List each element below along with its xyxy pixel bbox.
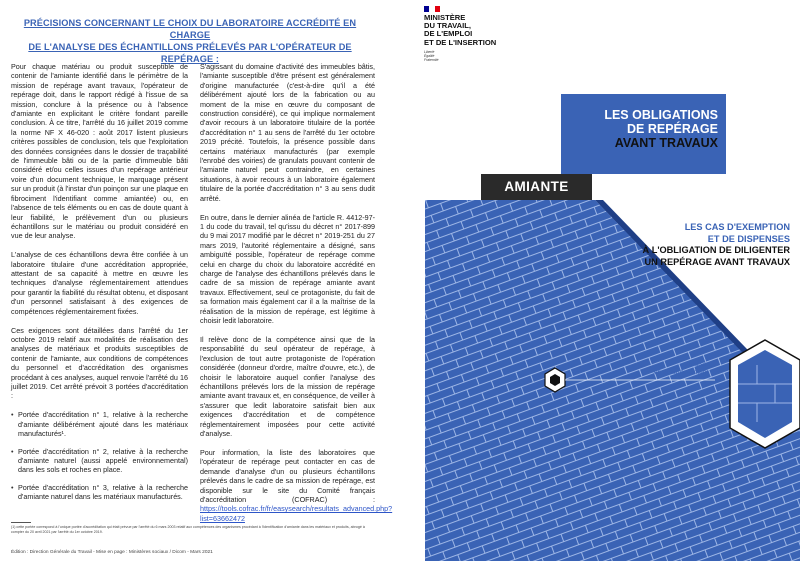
title-line-3: AVANT TRAVAUX xyxy=(614,136,718,150)
paragraph: S'agissant du domaine d'activité des immeubles bâtis, l'amiante susceptible d'être présent est généralement d'origine manufacturée (c'est-à-dire qu'il a été délibérément ajouté lors de la fabrication ou au moment de la mise en œuvre du composant de construction considéré), ce qui implique normalement d'avoir recours à un laboratoire titulaire de la portée d'accréditation n° 1 au sens de l'arrêté du 1er octobre 2019 précité. Toutefois, la présence possible dans certains matériaux manufacturés (par exemple l'enrobé des voiries) de granulats pouvant contenir de l'amiante naturel peut contraindre, en certaines situations, à avoir recours à un laboratoire également titulaire de la portée d'accréditation n° 3 au sens dudit arrêté. xyxy=(200,62,375,203)
cofrac-link[interactable]: https://tools.cofrac.fr/fr/easysearch/resultats_advanced.php?list=63662472 xyxy=(200,504,393,523)
heading-line-1: PRÉCISIONS CONCERNANT LE CHOIX DU LABORATOIRE ACCRÉDITÉ EN CHARGE xyxy=(23,18,357,40)
list-item: • Portée d'accréditation n° 1, relative à la recherche d'amiante délibérément ajouté dans les matériaux manufacturés¹. xyxy=(11,410,188,438)
ministry-name: MINISTÈRE DU TRAVAIL, DE L'EMPLOI ET DE L'INSERTION xyxy=(424,13,497,47)
subtitle-block xyxy=(550,222,790,268)
paragraph: Il relève donc de la compétence ainsi que de la responsabilité du seul opérateur de repérage, à l'exclusion de tout autre protagoniste de l'opération considérée (donneur d'ordre, maître d'ouvre, etc.), de choisir le laboratoire auquel confier l'analyse des échantillons prélevés lors de la mission de repérage amiante avant travaux et, en conséquence, de veiller à s'assurer que ledit laboratoire satisfait bien aux exigences d'accréditation et de compétence réglementairement imposées pour cette activité d'analyse. xyxy=(200,334,375,439)
subtitle-line-2: ET DE DISPENSES xyxy=(707,233,790,244)
paragraph: En outre, dans le dernier alinéa de l'article R. 4412-97-1 du code du travail, tel qu'issu du décret n° 2017-899 du 9 mai 2017 modifié par le décret n° 2019-251 du 27 mars 2019, l'autorité réglementaire a désigné, sans ambiguïté possible, l'opérateur de repérage comme celui en charge du choix du laboratoire accrédité en charge de l'analyse des échantillons prélevés dans le cadre de sa mission de repérage amiante avant travaux. Effectivement, seul ce protagoniste, du fait de sa formation mais également car il a la maîtrise de la réalisation de la mission de repérage, est légitime à choisir ledit laboratoire. xyxy=(200,212,375,326)
cofrac-info: Pour information, la liste des laboratoires que l'opérateur de repérage peut contacter en cas de demande d'analyse d'un ou plusieurs échantillons prélevés dans le cadre de sa mission de repérage, est disponible sur le site du Comité français d'accréditation (COFRAC) : xyxy=(200,447,375,504)
ministry-logo xyxy=(424,6,544,62)
paragraph: Ces exigences sont détaillées dans l'arrêté du 1er octobre 2019 relatif aux modalités de réalisation des analyses de matériaux et produits susceptibles de contenir de l'amiante, aux conditions de compétences du personnel et d'accréditation des organismes procédant à ces analyses, auquel renvoie l'arrêté du 16 juillet 2019. Cet arrêté prévoit 3 portées d'accréditation : xyxy=(11,325,188,401)
heading-line-2: DE L'ANALYSE DES ÉCHANTILLONS PRÉLEVÉS PAR L'OPÉRATEUR DE REPÉRAGE : xyxy=(28,42,352,64)
edition-credits: Édition : Direction Générale du Travail - Mise en page : Ministères sociaux / Dicom - Mars 2021 xyxy=(11,550,213,555)
text-column-left xyxy=(11,62,188,510)
paragraph xyxy=(200,447,393,523)
marianne-flag-icon xyxy=(424,6,440,12)
paragraph: L'analyse de ces échantillons devra être confiée à un laboratoire titulaire d'une accréditation appropriée, attestant de sa capacité à mettre en œuvre les techniques d'analyse réglementairement attendues pour garantir la fiabilité du résultat obtenu, et disposant d'un personnel satisfaisant à des exigences de compétences réglementairement fixées. xyxy=(11,250,188,316)
paragraph: Pour chaque matériau ou produit susceptible de contenir de l'amiante identifié dans le périmètre de la mission de repérage avant travaux, l'opérateur de repérage doit, dans le rapport rédigé à l'issue de sa mission, conclure à la présence ou à l'absence d'amiante en explicitant le critère fondant pareille conclusion. À ce titre, l'arrêté du 16 juillet 2019 comme la norme NF X 46-020 : août 2017 listent plusieurs critères possibles de conclusion, tels que l'exploitation des données consignées dans le dossier de traçabilité de l'immeuble bâti ou de la partie d'immeuble bâti considéré et/ou celles issues d'un repérage antérieur voire d'un document technique, le marquage présent sur un produit (à l'instar d'un poinçon sur une plaque en fibrociment l'identifiant comme amiantée) ou, en l'absence de tels éléments ou en cas de doute quant à leur fiabilité, le prélèvement d'un ou plusieurs échantillons sur le matériau ou produit considéré en vue de leur analyse. xyxy=(11,62,188,241)
accreditation-list xyxy=(11,410,188,501)
section-heading xyxy=(10,17,370,65)
ardoise-marker-icon xyxy=(545,368,565,392)
subtitle-line-1: LES CAS D'EXEMPTION xyxy=(684,222,790,232)
title-line-2: DE REPÉRAGE xyxy=(627,122,718,136)
amiante-tag: AMIANTE xyxy=(481,174,592,200)
magnified-slate-icon xyxy=(730,340,800,448)
text-column-right xyxy=(200,62,393,533)
list-item: • Portée d'accréditation n° 2, relative à la recherche d'amiante naturel (aussi appelé environnemental) dans les sols et roches en place. xyxy=(11,447,188,475)
subtitle-line-3: À L'OBLIGATION DE DILIGENTER xyxy=(642,245,790,255)
footnote: (1) cette portée correspond à l'unique portée d'accréditation qui était prévue par l'arrêté du 6 mars 2003 relatif aux compétences des organismes procédant à l'identification d'amiante dans les matériaux et produits, abrogé à compter du 20 avril 2021 par l'arrêté du 1er octobre 2019. xyxy=(11,525,365,534)
title-banner xyxy=(561,94,726,174)
ardoise-label: ardoises en amiante-ciment xyxy=(654,361,710,376)
footnote-divider xyxy=(11,522,31,523)
title-line-1: LES OBLIGATIONS xyxy=(604,108,718,122)
list-item: • Portée d'accréditation n° 3, relative à la recherche d'amiante naturel dans les matériaux manufacturés. xyxy=(11,483,188,502)
subtitle-line-4: UN REPÉRAGE AVANT TRAVAUX xyxy=(644,256,790,267)
republic-motto: Liberté Égalité Fraternité xyxy=(424,49,439,63)
